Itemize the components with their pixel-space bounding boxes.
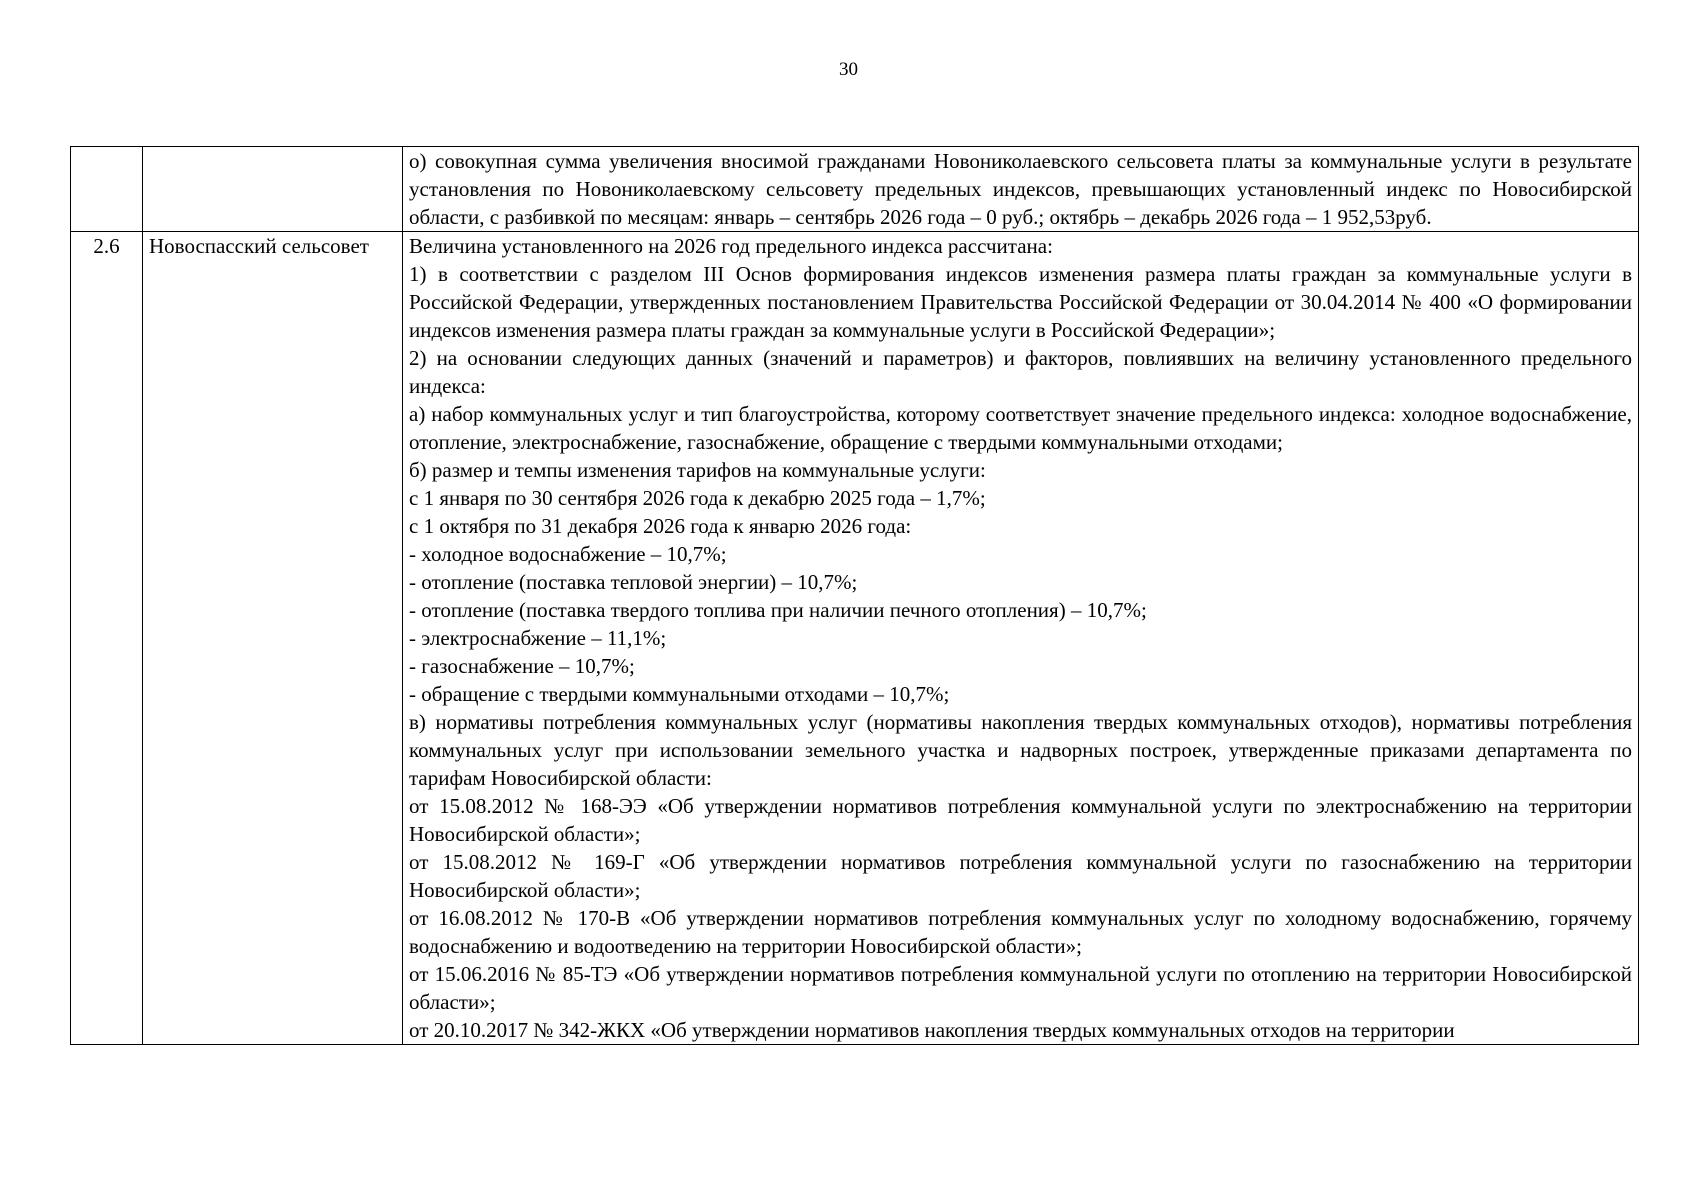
- paragraph: 2) на основании следующих данных (значений и параметров) и факторов, повлиявших на величину установленного предельного индекса:: [409, 346, 1632, 398]
- paragraph: 1) в соответствии с разделом III Основ формирования индексов изменения размера платы граждан за коммунальные услуги в Российской Федерации, утвержденных постановлением Правительства Российской Федерации от 30.04.2014 № 400 «О формировании индексов изменения размера платы граждан за коммунальные услуги в Российской Федерации»;: [409, 262, 1632, 342]
- paragraph: от 15.08.2012 № 169-Г «Об утверждении нормативов потребления коммунальной услуги по газоснабжению на территории Новосибирской области»;: [409, 850, 1632, 902]
- list-item: - электроснабжение – 11,1%;: [409, 626, 667, 650]
- list-item: - отопление (поставка тепловой энергии) – 10,7%;: [409, 570, 858, 594]
- row-number-cell: [71, 147, 143, 232]
- description-cell: [403, 232, 1639, 1045]
- settlement-name-cell: Новоспасский сельсовет: [143, 232, 403, 1045]
- paragraph: с 1 октября по 31 декабря 2026 года к январю 2026 года:: [409, 514, 912, 538]
- paragraph: о) совокупная сумма увеличения вносимой гражданами Новониколаевского сельсовета платы за коммунальные услуги в результате установления по Новониколаевскому сельсовету предельных индексов, превышающих установленный индекс по Новосибирской области, с разбивкой по месяцам: январь – сентябрь 2026 года – 0 руб.; октябрь – декабрь 2026 года – 1 952,53руб.: [409, 149, 1632, 229]
- paragraph: от 15.06.2016 № 85-ТЭ «Об утверждении нормативов потребления коммунальной услуги по отоплению на территории Новосибирской области»;: [409, 962, 1632, 1014]
- list-item: - обращение с твердыми коммунальными отходами – 10,7%;: [409, 682, 950, 706]
- row-number-cell: 2.6: [71, 232, 143, 1045]
- table-row: [71, 147, 1639, 232]
- table-row: [71, 232, 1639, 1045]
- settlement-name-cell: [143, 147, 403, 232]
- paragraph: от 15.08.2012 № 168-ЭЭ «Об утверждении нормативов потребления коммунальной услуги по электроснабжению на территории Новосибирской области»;: [409, 794, 1632, 846]
- document-table: [70, 146, 1639, 1045]
- paragraph: от 16.08.2012 № 170-В «Об утверждении нормативов потребления коммунальных услуг по холодному водоснабжению, горячему водоснабжению и водоотведению на территории Новосибирской области»;: [409, 906, 1632, 958]
- paragraph: Величина установленного на 2026 год предельного индекса рассчитана:: [409, 234, 1053, 258]
- description-cell: [403, 147, 1639, 232]
- paragraph: от 20.10.2017 № 342-ЖКХ «Об утверждении нормативов накопления твердых коммунальных отходов на территории: [409, 1018, 1455, 1042]
- paragraph: б) размер и темпы изменения тарифов на коммунальные услуги:: [409, 458, 986, 482]
- page-number: 30: [839, 59, 858, 80]
- list-item: - отопление (поставка твердого топлива при наличии печного отопления) – 10,7%;: [409, 598, 1147, 622]
- paragraph: с 1 января по 30 сентября 2026 года к декабрю 2025 года – 1,7%;: [409, 486, 986, 510]
- paragraph: в) нормативы потребления коммунальных услуг (нормативы накопления твердых коммунальных отходов), нормативы потребления коммунальных услуг при использовании земельного участка и надворных построек, утвержденные приказами департамента по тарифам Новосибирской области:: [409, 710, 1632, 790]
- list-item: - газоснабжение – 10,7%;: [409, 654, 635, 678]
- list-item: - холодное водоснабжение – 10,7%;: [409, 542, 727, 566]
- paragraph: а) набор коммунальных услуг и тип благоустройства, которому соответствует значение предельного индекса: холодное водоснабжение, отопление, электроснабжение, газоснабжение, обращение с твердыми коммунальными отходами;: [409, 402, 1632, 454]
